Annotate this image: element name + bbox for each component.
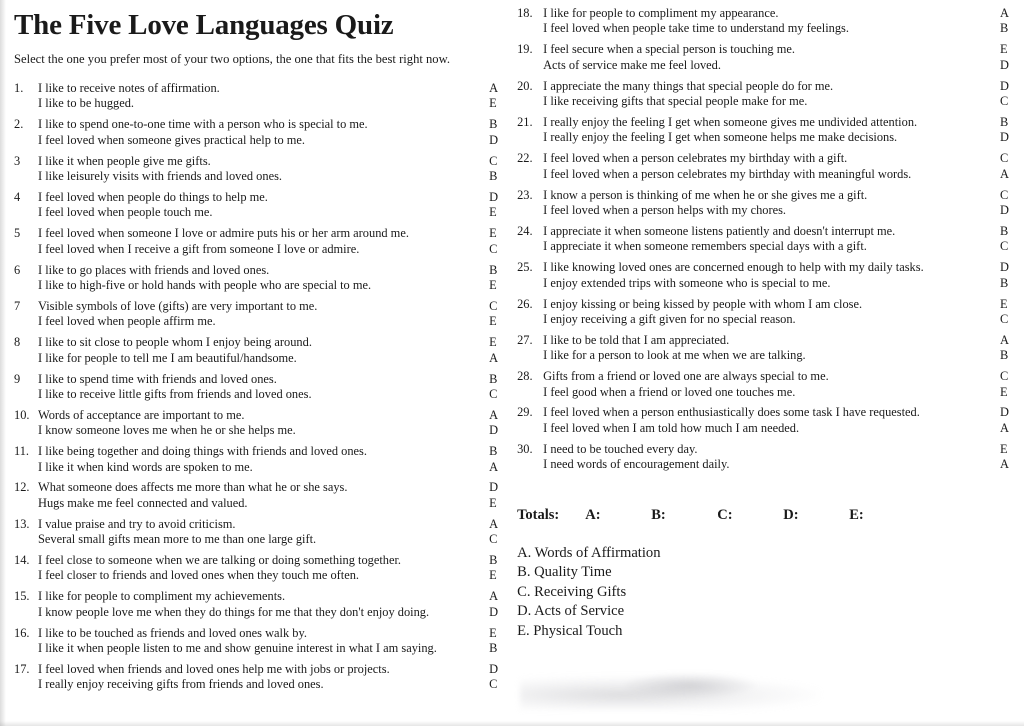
question-row — [14, 154, 503, 185]
option-text: I like to high-five or hold hands with people who are special to me. — [38, 277, 372, 292]
option-letter: C — [1000, 187, 1009, 202]
option-text: I appreciate it when someone remembers special days with a gift. — [543, 239, 867, 254]
option-letter: E — [489, 277, 497, 292]
question-row — [517, 79, 1014, 110]
option-letter: E — [489, 495, 497, 510]
question-options — [38, 372, 503, 403]
option-text: I like to spend one-to-one time with a person who is special to me. — [38, 117, 368, 132]
question-row — [517, 151, 1014, 182]
option-letter: D — [1000, 260, 1009, 275]
question-number: 24. — [517, 223, 533, 238]
option-text: I value praise and try to avoid criticism. — [38, 516, 236, 531]
question-number: 3 — [14, 153, 21, 168]
question-row — [14, 335, 503, 366]
option-letter: B — [1000, 348, 1009, 363]
question-option-a[interactable] — [38, 589, 503, 604]
questions-list-right — [517, 6, 1014, 473]
right-column — [503, 4, 1014, 726]
question-option-b[interactable] — [38, 641, 503, 656]
question-options — [38, 444, 503, 475]
option-letter: E — [489, 314, 497, 329]
questions-list-left — [14, 81, 503, 693]
option-text: Gifts from a friend or loved one are always special to me. — [543, 369, 829, 384]
question-option-a[interactable] — [38, 81, 503, 96]
option-text: I feel closer to friends and loved ones when they touch me often. — [38, 568, 360, 583]
option-letter: E — [489, 205, 497, 220]
question-option-b[interactable] — [38, 496, 503, 511]
option-text: I feel close to someone when we are talking or doing something together. — [38, 553, 402, 568]
option-letter: E — [489, 568, 497, 583]
question-number: 30. — [517, 441, 533, 456]
question-options — [38, 226, 503, 257]
question-number: 10. — [14, 407, 30, 422]
option-letter: E — [489, 335, 497, 350]
option-letter: B — [489, 117, 498, 132]
question-option-a[interactable] — [543, 42, 1014, 57]
question-options — [38, 81, 503, 112]
question-option-a[interactable] — [38, 154, 503, 169]
option-letter: D — [489, 662, 499, 676]
option-letter: A — [1000, 332, 1009, 347]
option-letter: B — [1000, 21, 1009, 36]
option-letter: B — [489, 371, 498, 386]
instructions-text: Select the one you prefer most of your two options, the one that fits the best right now. — [14, 51, 451, 66]
left-column — [10, 4, 503, 726]
option-letter: A — [489, 350, 499, 365]
question-options — [543, 297, 1014, 328]
option-text: I really enjoy receiving gifts from friends and loved ones. — [38, 677, 324, 692]
question-option-b[interactable] — [38, 169, 503, 184]
option-text: I feel loved when someone I love or admire puts his or her arm around me. — [38, 226, 409, 241]
option-letter: A — [1000, 166, 1009, 181]
question-options — [38, 662, 503, 693]
legend-list — [517, 544, 1014, 642]
option-letter: C — [489, 386, 498, 401]
question-row — [14, 372, 503, 403]
option-letter: B — [489, 444, 498, 459]
question-option-b[interactable] — [543, 239, 1014, 254]
question-row — [14, 408, 503, 439]
question-row — [14, 81, 503, 112]
option-letter: A — [489, 459, 499, 474]
question-option-b[interactable] — [543, 348, 1014, 363]
question-number: 12. — [14, 480, 30, 495]
question-number: 26. — [517, 296, 533, 311]
option-text: Acts of service make me feel loved. — [543, 57, 721, 72]
question-options — [38, 335, 503, 366]
question-option-b[interactable] — [38, 278, 503, 293]
option-text: I feel loved when people affirm me. — [38, 314, 216, 329]
page-title: The Five Love Languages Quiz — [14, 9, 394, 41]
option-letter: C — [1000, 239, 1009, 254]
question-options — [38, 589, 503, 620]
option-text: I enjoy receiving a gift given for no special reason. — [543, 311, 796, 326]
question-row — [517, 188, 1014, 219]
option-text: Visible symbols of love (gifts) are very important to me. — [38, 298, 318, 313]
option-text: I know people love me when they do things for me that they don't enjoy doing. — [38, 604, 430, 619]
question-row — [517, 115, 1014, 146]
option-letter: C — [489, 532, 498, 547]
question-options — [38, 154, 503, 185]
option-text: I feel loved when a person enthusiastically does some task I have requested. — [543, 405, 920, 420]
question-option-a[interactable] — [543, 79, 1014, 94]
totals-row — [517, 507, 1014, 524]
question-option-b[interactable] — [38, 423, 503, 438]
option-letter: C — [489, 677, 498, 692]
question-option-b[interactable] — [38, 314, 503, 329]
question-option-b[interactable] — [38, 387, 503, 402]
option-letter: A — [1000, 420, 1009, 435]
question-number: 16. — [14, 625, 30, 640]
option-text: I like to sit close to people whom I enjoy being around. — [38, 335, 312, 350]
question-option-a[interactable] — [543, 115, 1014, 130]
question-row — [517, 405, 1014, 436]
question-option-b[interactable] — [543, 421, 1014, 436]
legend-item-a: A. Words of Affirmation — [517, 544, 661, 561]
question-option-b[interactable] — [543, 167, 1014, 182]
option-text: I like to spend time with friends and loved ones. — [38, 371, 277, 386]
question-row — [14, 517, 503, 548]
option-letter: A — [489, 407, 499, 422]
option-text: I like to be hugged. — [38, 96, 135, 111]
question-row — [14, 589, 503, 620]
question-options — [38, 553, 503, 584]
option-text: Words of acceptance are important to me. — [38, 407, 245, 422]
question-row — [14, 480, 503, 511]
question-number: 8 — [14, 335, 21, 350]
question-option-a[interactable] — [38, 226, 503, 241]
question-option-a[interactable] — [38, 662, 503, 677]
legend-item-c: C. Receiving Gifts — [517, 583, 627, 600]
question-row — [517, 6, 1014, 37]
question-options — [38, 480, 503, 511]
option-text: I like knowing loved ones are concerned enough to help with my daily tasks. — [543, 260, 924, 275]
question-options — [38, 517, 503, 548]
option-text: I like leisurely visits with friends and loved ones. — [38, 169, 282, 184]
question-options — [543, 442, 1014, 473]
option-letter: B — [489, 553, 498, 568]
question-number: 29. — [517, 405, 533, 420]
question-option-b[interactable] — [543, 130, 1014, 145]
option-letter: E — [489, 96, 497, 111]
option-letter: B — [489, 641, 498, 656]
option-text: I feel loved when a person celebrates my birthday with meaningful words. — [543, 166, 912, 181]
question-number: 23. — [517, 187, 533, 202]
question-options — [38, 263, 503, 294]
option-letter: D — [1000, 202, 1009, 217]
question-number: 4 — [14, 189, 21, 204]
question-number: 7 — [14, 298, 21, 313]
question-option-a[interactable] — [38, 626, 503, 641]
option-text: I like it when people give me gifts. — [38, 153, 211, 168]
option-text: I need words of encouragement daily. — [543, 457, 730, 472]
option-letter: D — [489, 604, 499, 619]
question-row — [517, 42, 1014, 73]
question-option-a[interactable] — [543, 260, 1014, 275]
question-row — [517, 442, 1014, 473]
question-options — [543, 224, 1014, 255]
option-letter: A — [489, 589, 499, 604]
option-letter: B — [489, 262, 498, 277]
option-letter: D — [1000, 57, 1009, 72]
option-letter: B — [1000, 114, 1009, 129]
option-text: I like for people to compliment my achievements. — [38, 589, 286, 604]
legend-item-e: E. Physical Touch — [517, 622, 623, 639]
option-text: I feel loved when I am told how much I am needed. — [543, 420, 800, 435]
option-text: I feel loved when friends and loved ones help me with jobs or projects. — [38, 662, 390, 676]
question-options — [543, 79, 1014, 110]
question-options — [543, 151, 1014, 182]
totals-slot-c[interactable]: C: — [717, 506, 733, 523]
option-text: I like to be told that I am appreciated. — [543, 332, 730, 347]
option-letter: D — [489, 189, 499, 204]
question-row — [517, 297, 1014, 328]
option-text: I like to go places with friends and loved ones. — [38, 262, 270, 277]
question-row — [14, 190, 503, 221]
option-text: I know a person is thinking of me when he or she gives me a gift. — [543, 187, 868, 202]
question-number: 28. — [517, 369, 533, 384]
option-text: I like to receive little gifts from friends and loved ones. — [38, 386, 312, 401]
option-letter: C — [1000, 94, 1009, 109]
option-text: I feel secure when a special person is touching me. — [543, 42, 795, 57]
question-number: 14. — [14, 553, 30, 568]
question-option-a[interactable] — [38, 335, 503, 350]
question-row — [14, 226, 503, 257]
question-option-b[interactable] — [543, 312, 1014, 327]
question-option-b[interactable] — [38, 460, 503, 475]
question-option-a[interactable] — [38, 444, 503, 459]
option-text: I like to be touched as friends and loved ones walk by. — [38, 625, 307, 640]
option-letter: B — [1000, 223, 1009, 238]
question-option-a[interactable] — [38, 117, 503, 132]
question-row — [517, 260, 1014, 291]
question-option-b[interactable] — [38, 205, 503, 220]
question-option-b[interactable] — [543, 94, 1014, 109]
question-number: 27. — [517, 332, 533, 347]
option-text: I like for people to tell me I am beautiful/handsome. — [38, 350, 297, 365]
option-text: I need to be touched every day. — [543, 441, 698, 456]
question-row — [14, 299, 503, 330]
question-option-a[interactable] — [543, 333, 1014, 348]
option-letter: C — [489, 153, 498, 168]
question-number: 11. — [14, 444, 30, 459]
question-options — [38, 299, 503, 330]
option-letter: E — [1000, 384, 1008, 399]
question-row — [14, 626, 503, 657]
question-option-b[interactable] — [543, 58, 1014, 73]
option-text: Hugs make me feel connected and valued. — [38, 495, 248, 510]
question-options — [38, 190, 503, 221]
question-row — [517, 369, 1014, 400]
question-option-a[interactable] — [38, 480, 503, 495]
question-option-a[interactable] — [543, 188, 1014, 203]
option-text: I like receiving gifts that special people make for me. — [543, 94, 808, 109]
option-letter: D — [1000, 78, 1009, 93]
option-text: I feel loved when a person helps with my chores. — [543, 202, 787, 217]
question-option-b[interactable] — [543, 203, 1014, 218]
question-option-a[interactable] — [543, 151, 1014, 166]
question-option-a[interactable] — [543, 6, 1014, 21]
question-number: 19. — [517, 42, 533, 57]
legend-item-d: D. Acts of Service — [517, 603, 625, 620]
question-number: 22. — [517, 151, 533, 166]
question-number: 21. — [517, 114, 533, 129]
option-letter: E — [1000, 441, 1008, 456]
question-option-b[interactable] — [543, 21, 1014, 36]
question-row — [14, 662, 503, 693]
question-option-a[interactable] — [38, 263, 503, 278]
option-letter: A — [489, 81, 499, 95]
totals-slot-d[interactable]: D: — [783, 506, 799, 523]
option-letter: B — [489, 169, 498, 184]
option-text: I appreciate the many things that special people do for me. — [543, 78, 834, 93]
option-letter: E — [489, 226, 497, 241]
option-letter: A — [1000, 457, 1009, 472]
question-option-b[interactable] — [38, 677, 503, 692]
option-letter: C — [489, 298, 498, 313]
option-letter: E — [489, 625, 497, 640]
option-text: I like being together and doing things with friends and loved ones. — [38, 444, 367, 459]
option-letter: B — [1000, 275, 1009, 290]
question-option-b[interactable] — [38, 133, 503, 148]
question-row — [14, 263, 503, 294]
option-text: I know someone loves me when he or she helps me. — [38, 423, 296, 438]
question-option-a[interactable] — [38, 408, 503, 423]
option-text: I feel loved when I receive a gift from someone I love or admire. — [38, 241, 360, 256]
question-number: 18. — [517, 6, 533, 20]
option-text: I feel loved when people take time to understand my feelings. — [543, 21, 849, 36]
question-number: 5 — [14, 226, 21, 241]
question-options — [38, 117, 503, 148]
question-options — [543, 42, 1014, 73]
option-text: I enjoy kissing or being kissed by people with whom I am close. — [543, 296, 863, 311]
option-letter: C — [1000, 369, 1009, 384]
question-options — [543, 115, 1014, 146]
option-letter: C — [1000, 311, 1009, 326]
legend-item-b: B. Quality Time — [517, 564, 612, 581]
question-row — [14, 553, 503, 584]
question-row — [14, 117, 503, 148]
option-letter: E — [1000, 42, 1008, 57]
option-letter: D — [489, 132, 499, 147]
totals-slot-b[interactable]: B: — [651, 506, 666, 523]
question-options — [38, 408, 503, 439]
question-option-b[interactable] — [38, 568, 503, 583]
option-text: I enjoy extended trips with someone who is special to me. — [543, 275, 831, 290]
option-text: I really enjoy the feeling I get when someone gives me undivided attention. — [543, 114, 918, 129]
question-option-a[interactable] — [543, 224, 1014, 239]
question-options — [543, 369, 1014, 400]
question-number: 17. — [14, 662, 30, 676]
question-number: 15. — [14, 589, 30, 604]
option-text: I appreciate it when someone listens patiently and doesn't interrupt me. — [543, 223, 896, 238]
question-option-a[interactable] — [543, 369, 1014, 384]
totals-slot-e[interactable]: E: — [849, 506, 864, 523]
question-option-a[interactable] — [38, 299, 503, 314]
question-row — [14, 444, 503, 475]
question-option-a[interactable] — [38, 517, 503, 532]
question-options — [38, 626, 503, 657]
question-number: 6 — [14, 262, 21, 277]
question-option-a[interactable] — [543, 405, 1014, 420]
option-letter: D — [1000, 130, 1009, 145]
totals-slot-a[interactable]: A: — [585, 506, 601, 523]
option-letter: D — [489, 480, 499, 495]
question-row — [517, 333, 1014, 364]
option-letter: E — [1000, 296, 1008, 311]
option-letter: D — [489, 423, 499, 438]
question-option-b[interactable] — [38, 96, 503, 111]
question-number: 2. — [14, 117, 24, 132]
option-text: I feel loved when people touch me. — [38, 205, 213, 220]
question-options — [543, 188, 1014, 219]
question-number: 20. — [517, 78, 533, 93]
question-option-a[interactable] — [38, 553, 503, 568]
question-option-a[interactable] — [543, 297, 1014, 312]
question-option-b[interactable] — [543, 385, 1014, 400]
question-option-a[interactable] — [543, 442, 1014, 457]
option-text: I feel loved when a person celebrates my birthday with a gift. — [543, 151, 848, 166]
question-options — [543, 405, 1014, 436]
question-options — [543, 333, 1014, 364]
question-option-b[interactable] — [38, 532, 503, 547]
option-text: I like it when people listen to me and show genuine interest in what I am saying. — [38, 641, 437, 656]
option-text: I feel loved when people do things to help me. — [38, 189, 268, 204]
option-text: I really enjoy the feeling I get when someone helps me make decisions. — [543, 130, 898, 145]
question-option-b[interactable] — [38, 351, 503, 366]
question-options — [543, 6, 1014, 37]
option-letter: A — [489, 516, 499, 531]
question-option-b[interactable] — [543, 276, 1014, 291]
option-letter: C — [1000, 151, 1009, 166]
question-number: 25. — [517, 260, 533, 275]
option-text: I like for people to compliment my appearance. — [543, 6, 779, 20]
scan-edge-shadow-left — [0, 0, 6, 726]
option-letter: C — [489, 241, 498, 256]
question-option-a[interactable] — [38, 190, 503, 205]
question-number: 1. — [14, 81, 24, 95]
question-option-b[interactable] — [543, 457, 1014, 472]
option-text: I like it when kind words are spoken to me. — [38, 459, 253, 474]
option-text: I feel loved when someone gives practical help to me. — [38, 132, 305, 147]
question-number: 9 — [14, 371, 21, 386]
question-number: 13. — [14, 516, 30, 531]
question-option-a[interactable] — [38, 372, 503, 387]
option-text: I like for a person to look at me when we are talking. — [543, 348, 806, 363]
option-text: I like to receive notes of affirmation. — [38, 81, 220, 95]
question-options — [543, 260, 1014, 291]
question-option-b[interactable] — [38, 605, 503, 620]
option-letter: D — [1000, 405, 1009, 420]
option-letter: A — [1000, 6, 1009, 20]
totals-label: Totals: — [517, 506, 560, 523]
question-row — [517, 224, 1014, 255]
option-text: Several small gifts mean more to me than one large gift. — [38, 532, 317, 547]
option-text: I feel good when a friend or loved one touches me. — [543, 384, 796, 399]
option-text: What someone does affects me more than what he or she says. — [38, 480, 348, 495]
question-option-b[interactable] — [38, 242, 503, 257]
